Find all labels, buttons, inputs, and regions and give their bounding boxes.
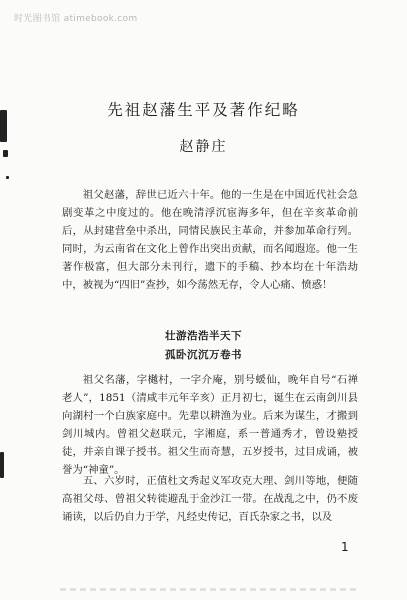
body-paragraph: 五、六岁时，正值杜文秀起义军攻克大理、剑川等地，便随高祖父母、曾祖父转徙避乱于金沙江一带。在战乱之中，仍不废诵读，以后仍自力于学，凡经史传记，百氏杂家之书，以及 bbox=[62, 475, 358, 524]
scan-edge-mark bbox=[6, 176, 9, 179]
article-author: 赵静庄 bbox=[179, 139, 228, 155]
scan-bottom-artifact bbox=[60, 588, 360, 591]
body-paragraph: 祖父赵藩，辞世已近六十年。他的一生是在中国近代社会急剧变革之中度过的。他在晚清浮沉宦海多年，但在辛亥革命前后，从封建营垒中杀出，同情民族民主革命，并参加革命行列。同时，为云南省在文化上曾作出突出贡献，而名闻遐迩。他一生著作极富，但大部分未刊行，遗下的手稿、抄本均在十年浩劫中，被视为“四旧”查抄，如今荡然无存，令人心痛、愤惑！ bbox=[62, 189, 358, 292]
page-number: 1 bbox=[341, 540, 349, 554]
article-title: 先祖赵藩生平及著作纪略 bbox=[107, 101, 300, 119]
section-heading: 壮游浩浩半天下 bbox=[165, 330, 242, 342]
body-paragraph: 祖父名藩，字樾村，一字介庵，别号蝯仙，晚年自号“石禅老人”，1851（清咸丰元年辛亥）正月初七，诞生在云南剑川县向湖村一个白族家庭中。先辈以耕渔为业。后来为谋生，才搬到剑川城内。曾祖父赵联元，字湘庭，系一普通秀才，曾设塾授徒，并亲自课子授书。祖父生而奇慧，五岁授书，过目成诵，被誉为“神童”。 bbox=[62, 374, 358, 477]
section-heading: 孤卧沉沉万卷书 bbox=[165, 349, 242, 361]
watermark-text: 时光图书馆 atimebook.com bbox=[14, 14, 138, 24]
scan-left-edge bbox=[0, 0, 10, 600]
scan-edge-mark bbox=[0, 452, 4, 478]
